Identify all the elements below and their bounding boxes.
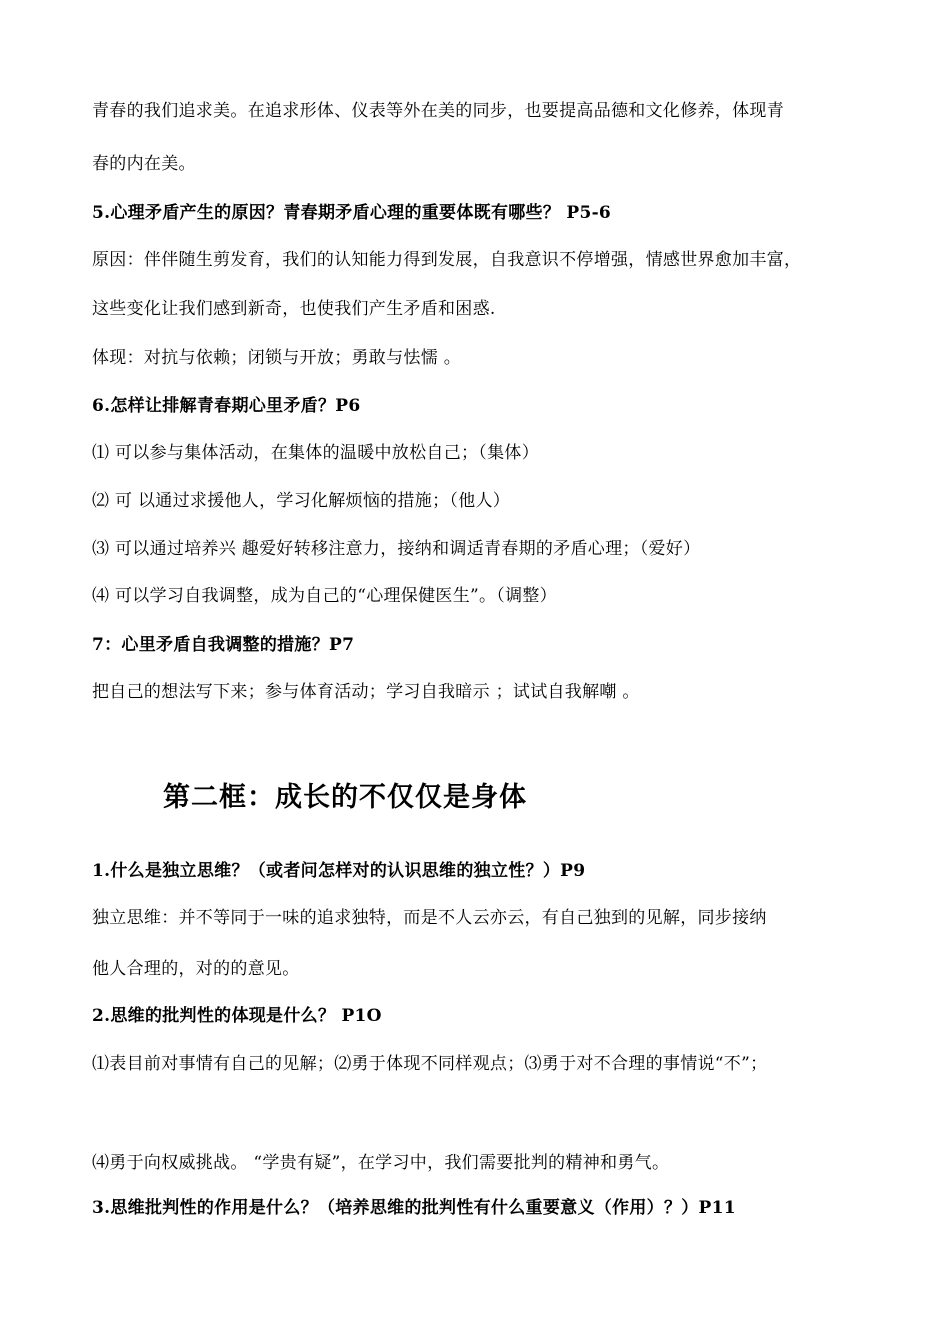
paragraph-line: ⑴表目前对事情有自己的见解；⑵勇于体现不同样观点；⑶勇于对不合理的事情说“不”；: [92, 1054, 768, 1074]
question-heading: 6.怎样让排解青春期心里矛盾？P6: [92, 396, 361, 416]
question-heading: 5.心理矛盾产生的原因？青春期矛盾心理的重要体既有哪些？ P5-6: [92, 203, 612, 223]
paragraph-line: 他人合理的，对的的意见。: [92, 959, 300, 979]
list-item: ⑷ 可以学习自我调整，成为自己的“心理保健医生”。（调整）: [92, 586, 557, 606]
list-item: ⑵ 可 以通过求援他人，学习化解烦恼的措施；（他人）: [92, 491, 511, 511]
list-item: ⑶ 可以通过培养兴 趣爱好转移注意力，接纳和调适青春期的矛盾心理；（爱好）: [92, 539, 701, 559]
paragraph-line: 把自己的想法写下来；参与体育活动；学习自我暗示 ；试试自我解嘲 。: [92, 682, 640, 702]
list-item: ⑴ 可以参与集体活动，在集体的温暖中放松自己；（集体）: [92, 443, 540, 463]
paragraph-line: 这些变化让我们感到新奇，也使我们产生矛盾和困惑.: [92, 299, 496, 319]
paragraph-line: 体现：对抗与依赖；闭锁与开放；勇敢与怯懦 。: [92, 348, 462, 368]
question-heading: 2.思维的批判性的体现是什么？ P1O: [92, 1006, 382, 1026]
question-heading: 7：心里矛盾自我调整的措施？P7: [92, 635, 355, 655]
question-heading: 3.思维批判性的作用是什么？（培养思维的批判性有什么重要意义（作用）？）P11: [92, 1198, 736, 1218]
paragraph-line: 青春的我们追求美。在追求形体、仪表等外在美的同步，也要提高品德和文化修养，体现青: [92, 101, 784, 121]
section-title: 第二框：成长的不仅仅是身体: [163, 782, 527, 813]
paragraph-line: 春的内在美。: [92, 154, 196, 174]
paragraph-line: ⑷勇于向权威挑战。 “学贵有疑”，在学习中，我们需要批判的精神和勇气。: [92, 1153, 670, 1173]
paragraph-line: 原因：伴伴随生剪发育，我们的认知能力得到发展，自我意识不停增强，情感世界愈加丰富，: [92, 250, 802, 270]
paragraph-line: 独立思维：并不等同于一味的追求独特，而是不人云亦云，有自己独到的见解，同步接纳: [92, 908, 767, 928]
question-heading: 1.什么是独立思维？（或者问怎样对的认识思维的独立性？）P9: [92, 861, 586, 881]
